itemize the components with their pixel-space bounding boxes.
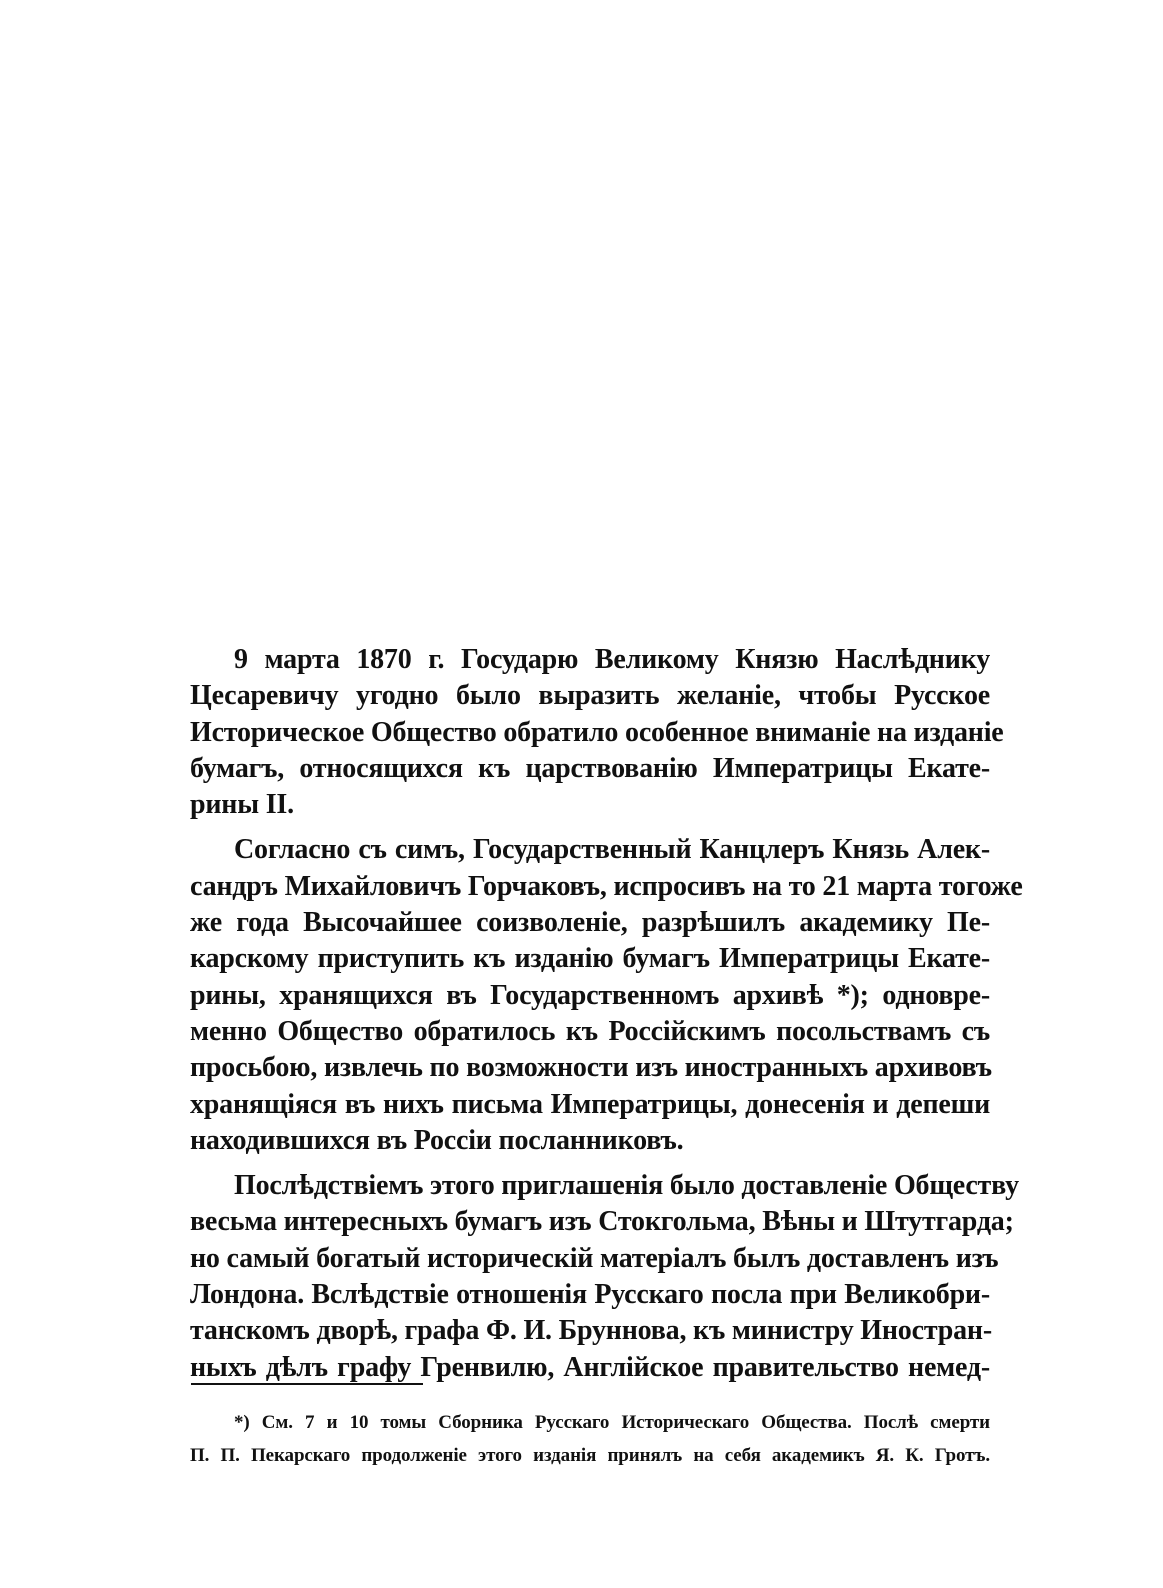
text-line: ныхъ дѣлъ графу Гренвилю, Англійское правительство немед-: [190, 1351, 990, 1383]
text-line: весьма интересныхъ бумагъ изъ Стокгольма, Вѣны и Штутгарда;: [190, 1206, 1014, 1238]
text-line: Лондона. Вслѣдствіе отношенія Русскаго посла при Великобри-: [190, 1279, 990, 1311]
paragraph: [190, 832, 1023, 1159]
text-line: бумагъ, относящихся къ царствованію Императрицы Екате-: [190, 752, 990, 784]
paragraph: [190, 642, 1004, 823]
footnote-line: *) См. 7 и 10 томы Сборника Русскаго Историческаго Общества. Послѣ смерти: [234, 1412, 990, 1433]
footnote-line: П. П. Пекарскаго продолженіе этого изданія принялъ на себя академикъ Я. К. Гротъ.: [190, 1445, 990, 1466]
text-line: рины, хранящихся въ Государственномъ архивѣ *); одновре-: [190, 979, 990, 1011]
footnote: [190, 1406, 990, 1472]
text-line: карскому приступить къ изданію бумагъ Императрицы Екате-: [190, 943, 990, 975]
text-line: же года Высочайшее соизволеніе, разрѣшилъ академику Пе-: [190, 907, 990, 939]
text-line: рины II.: [190, 789, 294, 821]
text-line: просьбою, извлечь по возможности изъ иностранныхъ архивовъ: [190, 1052, 992, 1084]
text-line: Цесаревичу угодно было выразить желаніе, чтобы Русское: [190, 680, 990, 712]
main-text: [190, 642, 1023, 1386]
text-line: Согласно съ симъ, Государственный Канцлеръ Князь Алек-: [234, 834, 990, 866]
text-line: хранящіяся въ нихъ письма Императрицы, донесенія и депеши: [190, 1088, 990, 1120]
paragraph: [190, 1168, 1019, 1386]
text-line: но самый богатый историческій матеріалъ былъ доставленъ изъ: [190, 1242, 999, 1274]
footnote-divider: [191, 1383, 423, 1385]
text-line: 9 марта 1870 г. Государю Великому Князю Наслѣднику: [234, 644, 990, 675]
text-line: находившихся въ Россіи посланниковъ.: [190, 1124, 684, 1156]
text-line: менно Общество обратилось къ Россійскимъ посольствамъ съ: [190, 1015, 990, 1047]
text-line: Историческое Общество обратило особенное вниманіе на изданіе: [190, 716, 1004, 748]
text-line: сандръ Михайловичъ Горчаковъ, испросивъ на то 21 марта тогоже: [190, 870, 1023, 902]
text-line: танскомъ дворѣ, графа Ф. И. Бруннова, къ министру Иностран-: [190, 1315, 992, 1347]
text-line: Послѣдствіемъ этого приглашенія было доставленіе Обществу: [234, 1170, 1019, 1202]
